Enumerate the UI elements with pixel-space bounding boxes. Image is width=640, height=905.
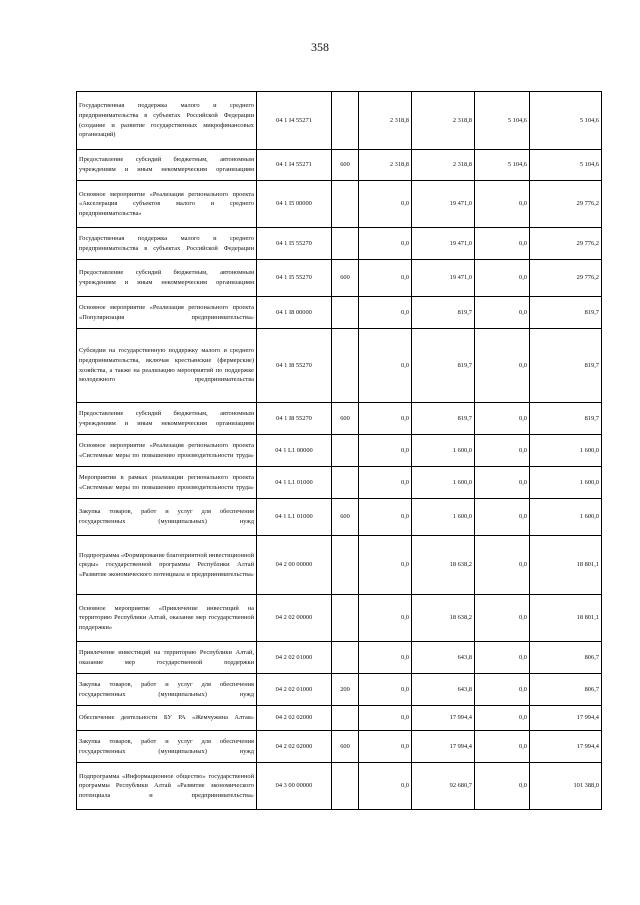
row-value-1: 0,0 bbox=[359, 228, 412, 260]
row-value-2: 92 680,7 bbox=[412, 763, 475, 810]
row-value-3: 0,0 bbox=[475, 228, 530, 260]
row-value-4: 819,7 bbox=[530, 403, 602, 435]
row-value-3: 0,0 bbox=[475, 595, 530, 642]
row-name: Подпрограмма «Формирование благоприятной инвестиционной среды» государственной программы Республики Алтай «Развитие экономического потенциала и предпринимательства» bbox=[77, 536, 257, 595]
table-row bbox=[77, 228, 602, 260]
row-value-2: 1 600,0 bbox=[412, 435, 475, 467]
row-code: 04 1 I8 00000 bbox=[257, 297, 332, 329]
row-value-3: 0,0 bbox=[475, 642, 530, 674]
row-value-2: 643,8 bbox=[412, 642, 475, 674]
row-value-1: 0,0 bbox=[359, 467, 412, 499]
row-value-4: 1 600,0 bbox=[530, 467, 602, 499]
row-name: Обеспечение деятельности БУ РА «Жемчужина Алтая» bbox=[77, 706, 257, 731]
row-value-1: 0,0 bbox=[359, 181, 412, 228]
row-value-2: 819,7 bbox=[412, 297, 475, 329]
row-value-3: 5 104,6 bbox=[475, 92, 530, 150]
row-value-3: 0,0 bbox=[475, 536, 530, 595]
table-row bbox=[77, 731, 602, 763]
row-code: 04 1 I5 55270 bbox=[257, 260, 332, 297]
row-name: Основное мероприятие «Реализация регионального проекта «Популяризация предпринимательства» bbox=[77, 297, 257, 329]
row-value-3: 0,0 bbox=[475, 674, 530, 706]
table-row bbox=[77, 329, 602, 403]
row-code: 04 1 I8 55270 bbox=[257, 329, 332, 403]
row-name: Закупка товаров, работ и услуг для обеспечения государственных (муниципальных) нужд bbox=[77, 731, 257, 763]
row-value-3: 0,0 bbox=[475, 467, 530, 499]
row-name: Привлечение инвестиций на территорию Республики Алтай, оказание мер государственной поддержки bbox=[77, 642, 257, 674]
budget-table bbox=[76, 91, 602, 810]
row-value-3: 0,0 bbox=[475, 260, 530, 297]
row-value-2: 819,7 bbox=[412, 403, 475, 435]
row-value-4: 5 104,6 bbox=[530, 92, 602, 150]
row-value-3: 0,0 bbox=[475, 181, 530, 228]
row-expense-type bbox=[332, 763, 359, 810]
row-value-2: 1 600,0 bbox=[412, 467, 475, 499]
row-name: Закупка товаров, работ и услуг для обеспечения государственных (муниципальных) нужд bbox=[77, 499, 257, 536]
row-value-1: 0,0 bbox=[359, 706, 412, 731]
row-value-1: 0,0 bbox=[359, 260, 412, 297]
row-expense-type: 600 bbox=[332, 150, 359, 181]
row-expense-type bbox=[332, 595, 359, 642]
row-value-3: 0,0 bbox=[475, 329, 530, 403]
row-value-4: 1 600,0 bbox=[530, 499, 602, 536]
row-name: Основное мероприятие «Привлечение инвестиций на территорию Республики Алтай, оказание мер государственной поддержки» bbox=[77, 595, 257, 642]
row-expense-type bbox=[332, 92, 359, 150]
row-value-2: 19 471,0 bbox=[412, 181, 475, 228]
table-row bbox=[77, 435, 602, 467]
row-value-1: 0,0 bbox=[359, 731, 412, 763]
table-row bbox=[77, 297, 602, 329]
table-row bbox=[77, 595, 602, 642]
row-code: 04 1 I5 00000 bbox=[257, 181, 332, 228]
row-code: 04 2 02 01000 bbox=[257, 674, 332, 706]
row-code: 04 2 02 02000 bbox=[257, 731, 332, 763]
row-code: 04 1 L1 01000 bbox=[257, 467, 332, 499]
row-value-1: 0,0 bbox=[359, 329, 412, 403]
row-value-4: 29 776,2 bbox=[530, 181, 602, 228]
row-code: 04 1 L1 01000 bbox=[257, 499, 332, 536]
table-row bbox=[77, 467, 602, 499]
row-code: 04 1 I8 55270 bbox=[257, 403, 332, 435]
row-value-3: 0,0 bbox=[475, 297, 530, 329]
row-value-4: 101 388,0 bbox=[530, 763, 602, 810]
row-name: Предоставление субсидий бюджетным, автономным учреждениям и иным некоммерческим организациям bbox=[77, 150, 257, 181]
row-name: Предоставление субсидий бюджетным, автономным учреждениям и иным некоммерческим организациям bbox=[77, 403, 257, 435]
row-value-2: 819,7 bbox=[412, 329, 475, 403]
row-name: Субсидии на государственную поддержку малого и среднего предпринимательства, включая крестьянские (фермерские) хозяйства, а также на реализацию мероприятий по поддержке молодежного предпринимательства bbox=[77, 329, 257, 403]
row-code: 04 1 I5 55270 bbox=[257, 228, 332, 260]
row-value-4: 29 776,2 bbox=[530, 228, 602, 260]
row-value-3: 0,0 bbox=[475, 403, 530, 435]
row-name: Подпрограмма «Информационное общество» государственной программы Республики Алтай «Развитие экономического потенциала и предпринимательства» bbox=[77, 763, 257, 810]
row-value-4: 29 776,2 bbox=[530, 260, 602, 297]
row-name: Государственная поддержка малого и среднего предпринимательства в субъектах Российской Федерации bbox=[77, 228, 257, 260]
row-expense-type bbox=[332, 536, 359, 595]
row-expense-type: 200 bbox=[332, 674, 359, 706]
row-expense-type: 600 bbox=[332, 403, 359, 435]
row-expense-type: 600 bbox=[332, 499, 359, 536]
row-value-4: 5 104,6 bbox=[530, 150, 602, 181]
row-value-4: 17 994,4 bbox=[530, 731, 602, 763]
row-value-2: 19 471,0 bbox=[412, 260, 475, 297]
row-value-4: 819,7 bbox=[530, 297, 602, 329]
row-value-1: 0,0 bbox=[359, 435, 412, 467]
row-expense-type bbox=[332, 181, 359, 228]
row-code: 04 2 02 02000 bbox=[257, 706, 332, 731]
table-row bbox=[77, 536, 602, 595]
row-value-2: 17 994,4 bbox=[412, 731, 475, 763]
row-value-3: 5 104,6 bbox=[475, 150, 530, 181]
table-row bbox=[77, 181, 602, 228]
table-row bbox=[77, 92, 602, 150]
row-expense-type bbox=[332, 329, 359, 403]
table-row bbox=[77, 499, 602, 536]
row-expense-type bbox=[332, 297, 359, 329]
row-value-3: 0,0 bbox=[475, 435, 530, 467]
row-value-1: 2 318,8 bbox=[359, 92, 412, 150]
row-value-4: 1 600,0 bbox=[530, 435, 602, 467]
row-expense-type bbox=[332, 435, 359, 467]
table-row bbox=[77, 403, 602, 435]
row-value-2: 18 638,2 bbox=[412, 595, 475, 642]
row-name: Мероприятия в рамках реализации регионального проекта «Системные меры по повышению производительности труда» bbox=[77, 467, 257, 499]
row-value-1: 2 318,8 bbox=[359, 150, 412, 181]
row-name: Основное мероприятие «Реализация регионального проекта «Акселерация субъектов малого и среднего предпринимательства» bbox=[77, 181, 257, 228]
row-value-4: 819,7 bbox=[530, 329, 602, 403]
row-value-4: 18 801,1 bbox=[530, 595, 602, 642]
budget-table-body bbox=[77, 92, 602, 810]
row-value-2: 2 318,8 bbox=[412, 92, 475, 150]
row-code: 04 1 L1 00000 bbox=[257, 435, 332, 467]
row-value-3: 0,0 bbox=[475, 499, 530, 536]
row-value-1: 0,0 bbox=[359, 499, 412, 536]
row-value-1: 0,0 bbox=[359, 642, 412, 674]
row-name: Закупка товаров, работ и услуг для обеспечения государственных (муниципальных) нужд bbox=[77, 674, 257, 706]
row-name: Государственная поддержка малого и среднего предпринимательства в субъектах Российской Федерации (создание и развитие государственных микрофинансовых организаций) bbox=[77, 92, 257, 150]
table-row bbox=[77, 706, 602, 731]
page-number: 358 bbox=[311, 40, 329, 54]
row-value-1: 0,0 bbox=[359, 595, 412, 642]
row-value-1: 0,0 bbox=[359, 297, 412, 329]
row-value-2: 17 994,4 bbox=[412, 706, 475, 731]
table-row bbox=[77, 763, 602, 810]
row-value-2: 1 600,0 bbox=[412, 499, 475, 536]
row-expense-type bbox=[332, 706, 359, 731]
row-value-1: 0,0 bbox=[359, 536, 412, 595]
row-name: Предоставление субсидий бюджетным, автономным учреждениям и иным некоммерческим организациям bbox=[77, 260, 257, 297]
row-expense-type bbox=[332, 467, 359, 499]
row-code: 04 3 00 00000 bbox=[257, 763, 332, 810]
row-code: 04 1 I4 55271 bbox=[257, 92, 332, 150]
row-value-2: 19 471,0 bbox=[412, 228, 475, 260]
row-expense-type: 600 bbox=[332, 731, 359, 763]
row-value-4: 806,7 bbox=[530, 642, 602, 674]
row-value-1: 0,0 bbox=[359, 763, 412, 810]
table-row bbox=[77, 642, 602, 674]
row-name: Основное мероприятие «Реализация регионального проекта «Системные меры по повышению производительности труда» bbox=[77, 435, 257, 467]
row-value-3: 0,0 bbox=[475, 731, 530, 763]
row-value-4: 806,7 bbox=[530, 674, 602, 706]
row-value-4: 18 801,1 bbox=[530, 536, 602, 595]
row-value-3: 0,0 bbox=[475, 763, 530, 810]
row-value-4: 17 994,4 bbox=[530, 706, 602, 731]
row-value-1: 0,0 bbox=[359, 674, 412, 706]
table-row bbox=[77, 150, 602, 181]
row-expense-type bbox=[332, 642, 359, 674]
row-code: 04 2 02 01000 bbox=[257, 642, 332, 674]
row-code: 04 2 02 00000 bbox=[257, 595, 332, 642]
table-row bbox=[77, 674, 602, 706]
row-code: 04 2 00 00000 bbox=[257, 536, 332, 595]
table-row bbox=[77, 260, 602, 297]
row-code: 04 1 I4 55271 bbox=[257, 150, 332, 181]
row-expense-type bbox=[332, 228, 359, 260]
row-value-2: 2 318,8 bbox=[412, 150, 475, 181]
row-expense-type: 600 bbox=[332, 260, 359, 297]
row-value-3: 0,0 bbox=[475, 706, 530, 731]
row-value-1: 0,0 bbox=[359, 403, 412, 435]
row-value-2: 18 638,2 bbox=[412, 536, 475, 595]
row-value-2: 643,8 bbox=[412, 674, 475, 706]
